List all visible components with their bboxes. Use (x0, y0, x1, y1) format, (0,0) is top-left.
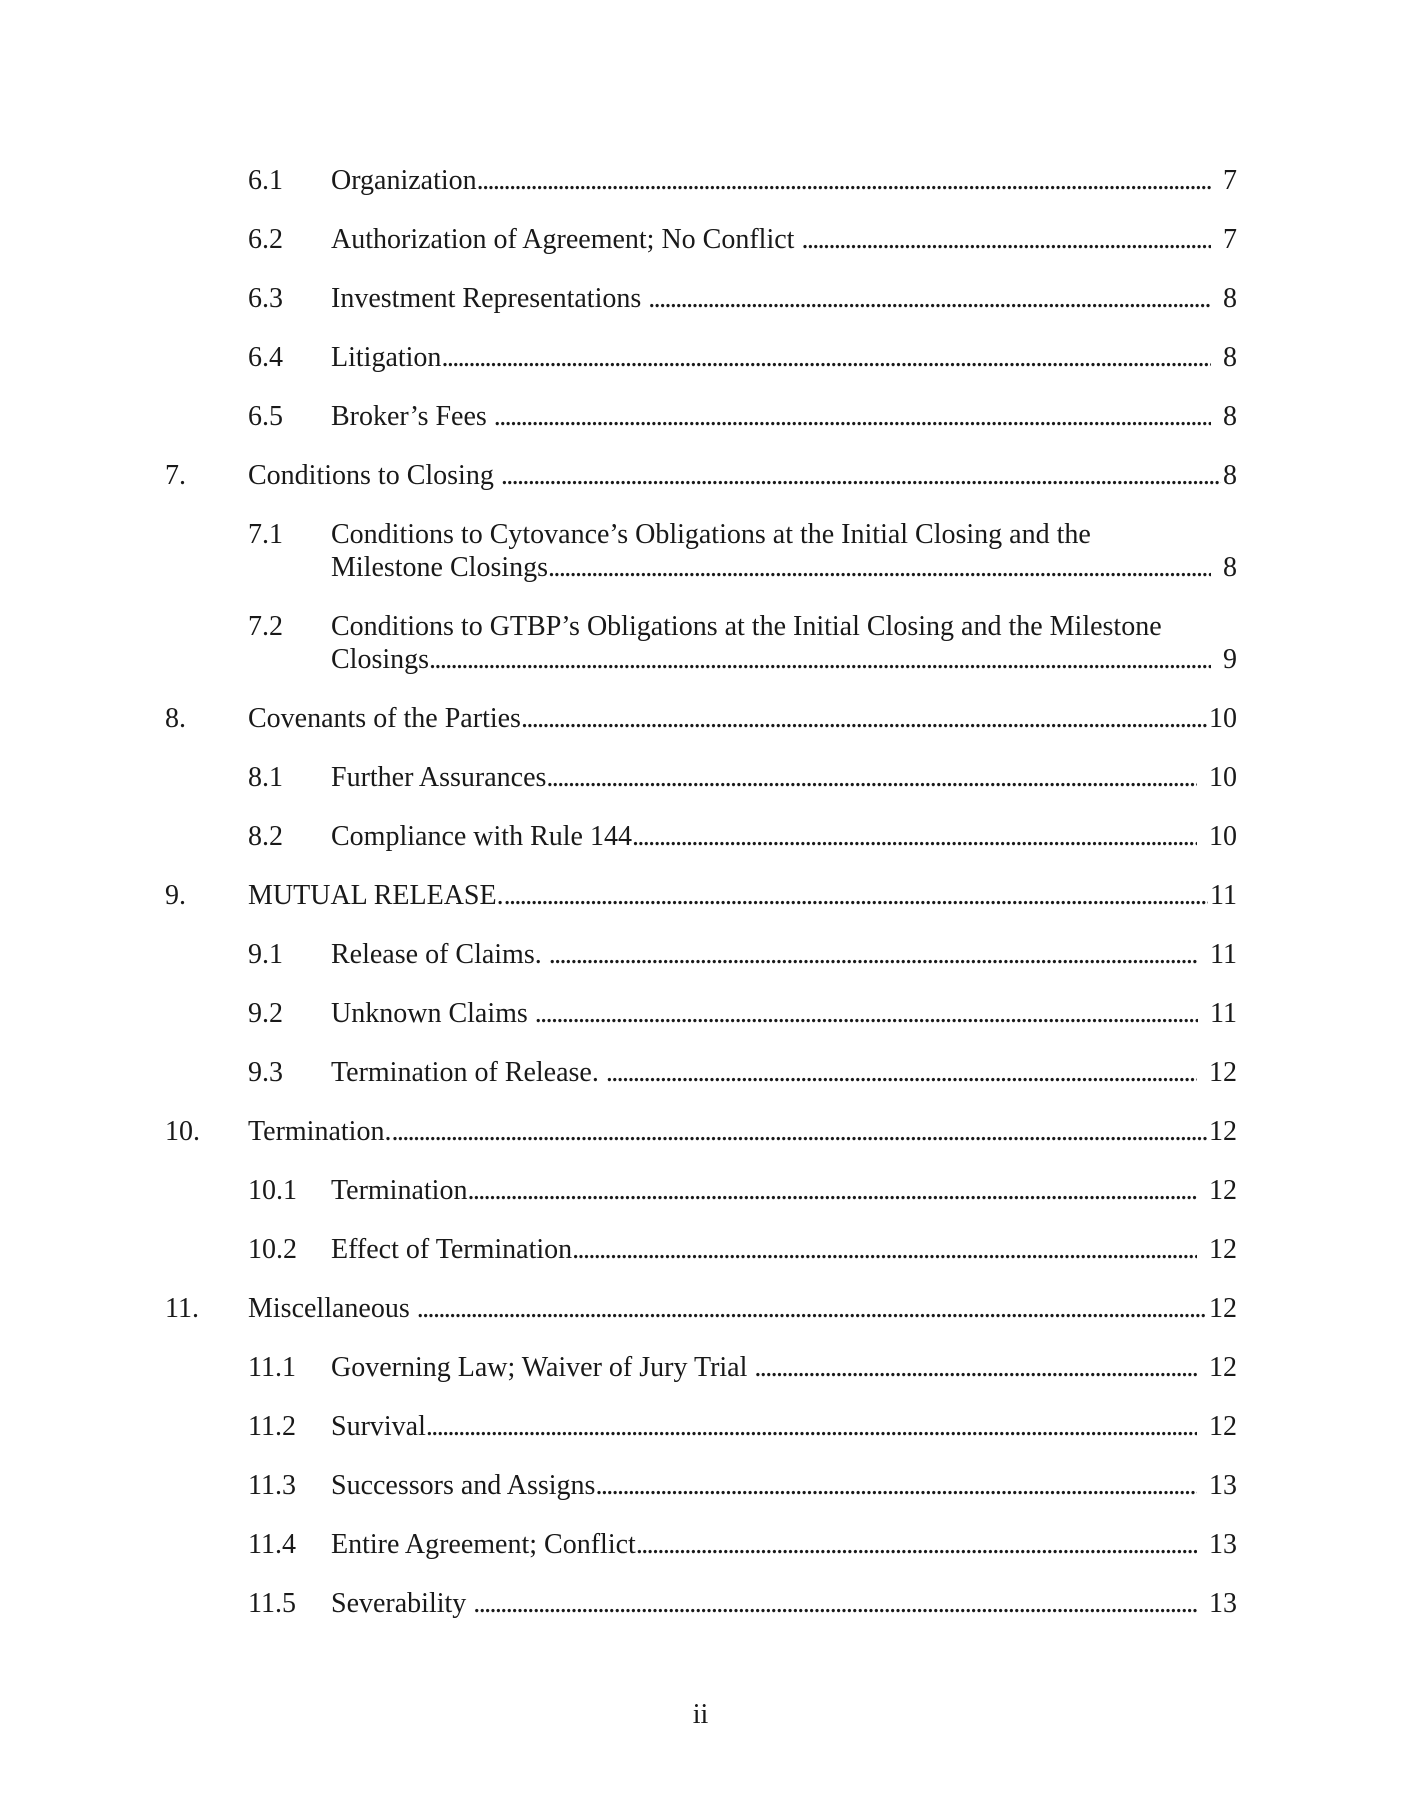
toc-entry-body (331, 341, 1237, 374)
toc-entry-page: 9 (1223, 644, 1237, 675)
dot-leader (521, 702, 1207, 735)
toc-entry-title: Termination (331, 1175, 468, 1206)
toc-entry-body (331, 1351, 1237, 1384)
toc-entry-body (248, 1115, 1237, 1148)
toc-entry-line (331, 1528, 1237, 1561)
toc-entry-title: Milestone Closings (331, 552, 549, 583)
toc-entry-title: Authorization of Agreement; No Conflict (331, 224, 802, 255)
toc-entry-line (331, 1469, 1237, 1502)
toc-entry-page: 10 (1209, 762, 1237, 793)
toc-entry (165, 879, 1237, 912)
toc-entry (165, 1469, 1237, 1502)
toc-entry (165, 1351, 1237, 1384)
toc-entry (165, 518, 1237, 584)
toc-entry-page: 10 (1209, 821, 1237, 852)
toc-entry-line (331, 341, 1237, 374)
dot-leader (636, 1528, 1197, 1561)
toc-entry-page: 12 (1209, 1293, 1237, 1324)
toc-entry-page: 13 (1209, 1529, 1237, 1560)
toc-entry (165, 1233, 1237, 1266)
toc-entry-number: 8.1 (248, 762, 283, 793)
toc-entry-number: 9.3 (248, 1057, 283, 1088)
toc-entry-title: Successors and Assigns (331, 1470, 596, 1501)
toc-entry-number: 11.4 (248, 1529, 296, 1560)
toc-entry-number: 11. (165, 1293, 199, 1324)
toc-entry-number: 8.2 (248, 821, 283, 852)
dot-leader (494, 400, 1211, 433)
toc-entry-number: 9. (165, 880, 186, 911)
toc-entry-number: 6.5 (248, 401, 283, 432)
dot-leader (504, 879, 1208, 912)
toc-entry-number: 7.2 (248, 611, 283, 642)
toc-entry-page: 8 (1223, 401, 1237, 432)
toc-entry-number: 9.1 (248, 939, 283, 970)
toc-entry-line (331, 1233, 1237, 1266)
dot-leader (549, 938, 1198, 971)
page-number: ii (692, 1699, 709, 1730)
toc-entry (165, 400, 1237, 433)
toc-entry-body (331, 997, 1237, 1030)
toc-entry (165, 761, 1237, 794)
dot-leader (426, 1410, 1197, 1443)
toc-entry (165, 1115, 1237, 1148)
toc-entry-title: Termination of Release. (331, 1057, 606, 1088)
toc-entry-body (331, 1587, 1237, 1620)
toc-entry-page: 12 (1209, 1116, 1237, 1147)
toc-entry (165, 997, 1237, 1030)
toc-entry-page: 12 (1209, 1411, 1237, 1442)
dot-leader (632, 820, 1197, 853)
toc-entry-line (331, 997, 1237, 1030)
dot-leader (572, 1233, 1197, 1266)
toc-entry (165, 459, 1237, 492)
toc-entry (165, 1410, 1237, 1443)
toc-entry-line (331, 1174, 1237, 1207)
toc-entry-title: Release of Claims. (331, 939, 549, 970)
dot-leader (467, 1174, 1197, 1207)
toc-entry-title: Entire Agreement; Conflict (331, 1529, 636, 1560)
toc-entry (165, 610, 1237, 676)
dot-leader (391, 1115, 1207, 1148)
dot-leader (441, 341, 1211, 374)
toc-entry-body (331, 1174, 1237, 1207)
page-footer (0, 1698, 1401, 1731)
toc-entry-line (248, 459, 1237, 492)
toc-entry-body (331, 1528, 1237, 1561)
toc-entry-number: 11.1 (248, 1352, 296, 1383)
toc-entry-body (331, 610, 1237, 676)
toc-entry-title: Compliance with Rule 144 (331, 821, 632, 852)
toc-entry-line (331, 164, 1237, 197)
toc-entry-page: 11 (1210, 998, 1237, 1029)
toc-entry-page: 8 (1223, 552, 1237, 583)
toc-entry-body (248, 879, 1237, 912)
toc-entry-number: 7.1 (248, 519, 283, 550)
toc-entry-number: 11.2 (248, 1411, 296, 1442)
toc-entry-line (248, 1115, 1237, 1148)
toc-entry-title: Covenants of the Parties (248, 703, 521, 734)
toc-entry-body (248, 1292, 1237, 1325)
toc-entry-title: Litigation (331, 342, 442, 373)
toc-entry-number: 7. (165, 460, 186, 491)
toc-entry-line (331, 643, 1237, 676)
toc-entry-title: Conditions to Cytovance’s Obligations at the Initial Closing and the (331, 519, 1091, 550)
toc-entry-title: Conditions to Closing (248, 460, 501, 491)
dot-leader (606, 1056, 1197, 1089)
toc-entry-number: 8. (165, 703, 186, 734)
toc-entry-body (331, 1410, 1237, 1443)
toc-entry-body (331, 761, 1237, 794)
toc-entry-number: 9.2 (248, 998, 283, 1029)
toc-entry-line (331, 1587, 1237, 1620)
toc-entry-page: 8 (1223, 342, 1237, 373)
toc-entry-title: Termination. (248, 1116, 392, 1147)
toc-entry-page: 12 (1209, 1057, 1237, 1088)
toc-entry-line (331, 518, 1237, 551)
toc-entry-line (331, 223, 1237, 256)
toc-entry-page: 8 (1223, 460, 1237, 491)
toc-entry-title: Further Assurances (331, 762, 547, 793)
toc-entry (165, 1587, 1237, 1620)
toc-entry-page: 12 (1209, 1234, 1237, 1265)
dot-leader (801, 223, 1211, 256)
toc-entry-title: Effect of Termination (331, 1234, 573, 1265)
toc-entry-number: 6.1 (248, 165, 283, 196)
toc-entry-page: 11 (1210, 880, 1237, 911)
toc-entry-number: 10.1 (248, 1175, 297, 1206)
dot-leader (473, 1587, 1197, 1620)
toc-entry-body (331, 282, 1237, 315)
toc-entry-body (331, 518, 1237, 584)
toc-entry-line (248, 1292, 1237, 1325)
toc-entry-number: 10.2 (248, 1234, 297, 1265)
toc-entry-number: 10. (165, 1116, 200, 1147)
toc-entry-title: Survival (331, 1411, 426, 1442)
dot-leader (754, 1351, 1197, 1384)
toc-entry-page: 7 (1223, 224, 1237, 255)
toc-entry-title: MUTUAL RELEASE. (248, 880, 504, 911)
toc-entry-body (331, 1233, 1237, 1266)
toc-entry-title: Conditions to GTBP’s Obligations at the Initial Closing and the Milestone (331, 611, 1162, 642)
toc-entry-title: Broker’s Fees (331, 401, 494, 432)
toc-entry (165, 938, 1237, 971)
toc-entry-page: 11 (1210, 939, 1237, 970)
toc-entry (165, 164, 1237, 197)
toc-entry (165, 1528, 1237, 1561)
toc-entry-line (331, 820, 1237, 853)
toc-entry-body (331, 400, 1237, 433)
dot-leader (477, 164, 1211, 197)
dot-leader (501, 459, 1221, 492)
toc-entry-title: Closings (331, 644, 430, 675)
toc-entry-title: Investment Representations (331, 283, 649, 314)
toc-entry-body (331, 164, 1237, 197)
toc-entry-line (331, 282, 1237, 315)
table-of-contents (165, 164, 1237, 1646)
toc-entry-body (331, 1056, 1237, 1089)
toc-entry-line (248, 879, 1237, 912)
toc-entry-line (331, 610, 1237, 643)
dot-leader (429, 643, 1211, 676)
toc-entry-title: Miscellaneous (248, 1293, 417, 1324)
toc-entry-number: 6.4 (248, 342, 283, 373)
toc-entry-page: 7 (1223, 165, 1237, 196)
toc-entry (165, 223, 1237, 256)
toc-entry-page: 12 (1209, 1352, 1237, 1383)
toc-entry-title: Unknown Claims (331, 998, 535, 1029)
toc-entry (165, 702, 1237, 735)
toc-entry-title: Governing Law; Waiver of Jury Trial (331, 1352, 755, 1383)
toc-entry-body (331, 820, 1237, 853)
toc-entry-line (331, 1056, 1237, 1089)
toc-entry-page: 13 (1209, 1588, 1237, 1619)
toc-entry-page: 10 (1209, 703, 1237, 734)
toc-entry-line (331, 1410, 1237, 1443)
toc-entry-line (331, 400, 1237, 433)
toc-entry-number: 6.3 (248, 283, 283, 314)
toc-entry (165, 1292, 1237, 1325)
dot-leader (546, 761, 1197, 794)
toc-entry-line (248, 702, 1237, 735)
dot-leader (548, 551, 1211, 584)
dot-leader (535, 997, 1198, 1030)
dot-leader (648, 282, 1211, 315)
toc-entry-body (331, 1469, 1237, 1502)
toc-entry (165, 282, 1237, 315)
toc-entry-line (331, 938, 1237, 971)
dot-leader (595, 1469, 1197, 1502)
toc-entry-page: 12 (1209, 1175, 1237, 1206)
toc-entry (165, 341, 1237, 374)
dot-leader (417, 1292, 1207, 1325)
toc-entry-line (331, 551, 1237, 584)
toc-entry-page: 13 (1209, 1470, 1237, 1501)
toc-entry-body (331, 938, 1237, 971)
toc-entry-number: 11.3 (248, 1470, 296, 1501)
toc-entry-body (248, 702, 1237, 735)
toc-entry-line (331, 761, 1237, 794)
toc-entry (165, 1174, 1237, 1207)
toc-entry-number: 6.2 (248, 224, 283, 255)
toc-entry-page: 8 (1223, 283, 1237, 314)
toc-entry-body (331, 223, 1237, 256)
toc-entry-title: Severability (331, 1588, 474, 1619)
toc-entry (165, 1056, 1237, 1089)
toc-entry-title: Organization (331, 165, 477, 196)
toc-entry-number: 11.5 (248, 1588, 296, 1619)
toc-entry-body (248, 459, 1237, 492)
toc-entry (165, 820, 1237, 853)
toc-entry-line (331, 1351, 1237, 1384)
